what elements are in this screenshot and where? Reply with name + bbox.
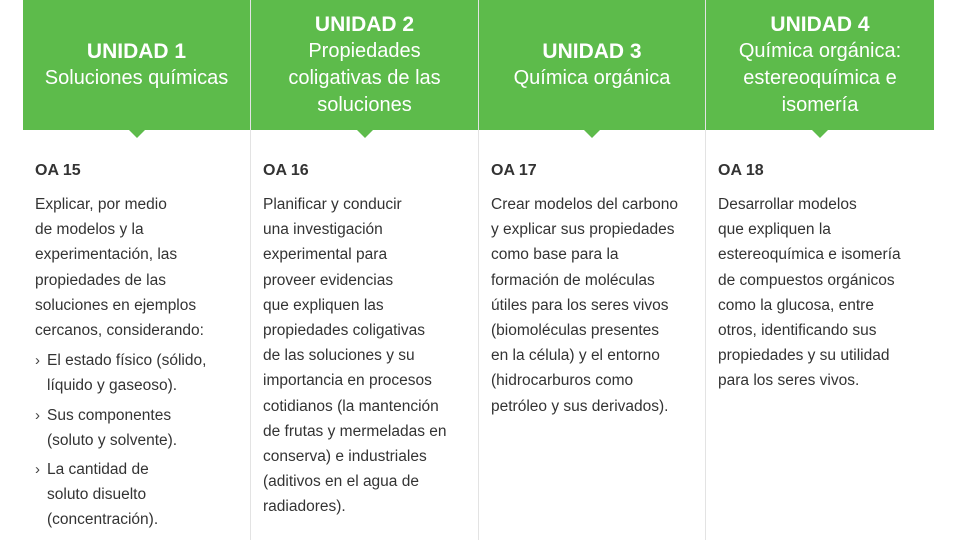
bullet-text: La cantidad de soluto disuelto (concentración). xyxy=(47,461,159,529)
header-pointer-icon xyxy=(129,130,145,138)
unit-body-4 xyxy=(706,130,934,394)
list-item xyxy=(35,348,240,398)
oa-code: OA 16 xyxy=(263,162,309,179)
unit-title: Química orgánica xyxy=(513,67,671,89)
unit-body-3 xyxy=(479,130,705,419)
unit-header-2 xyxy=(251,0,478,130)
units-board xyxy=(23,0,934,540)
oa-code: OA 18 xyxy=(718,162,764,179)
oa-description: Explicar, por medio de modelos y la experimentación, las propiedades de las soluciones en ejemplos cercanos, considerando: xyxy=(35,196,204,340)
bullet-text: El estado físico (sólido, líquido y gaseoso). xyxy=(47,352,207,395)
chevron-right-icon: › xyxy=(35,406,40,424)
chevron-right-icon: › xyxy=(35,461,40,479)
oa-description: Crear modelos del carbono y explicar sus propiedades como base para la formación de moléculas útiles para los seres vivos (biomoléculas presentes en la célula) y el entorno (hidrocarburos como petróleo y sus derivados). xyxy=(491,196,678,415)
unit-number: UNIDAD 1 xyxy=(86,40,187,63)
unit-column-3 xyxy=(478,0,705,540)
unit-column-2 xyxy=(250,0,478,540)
unit-title: Soluciones químicas xyxy=(44,67,229,89)
oa-description: Planificar y conducir una investigación experimental para proveer evidencias que expliquen las propiedades coligativas de las soluciones y su importancia en procesos cotidianos (la mantención de frutas y mermeladas en conserva) e industriales (aditivos en el agua de radiadores). xyxy=(263,196,447,516)
unit-title: Propiedades coligativas de las soluciones xyxy=(288,40,441,116)
list-item xyxy=(35,403,240,453)
header-pointer-icon xyxy=(812,130,828,138)
unit-column-4 xyxy=(705,0,934,540)
oa-code: OA 15 xyxy=(35,162,81,179)
unit-header-3 xyxy=(479,0,705,130)
chevron-right-icon: › xyxy=(35,352,40,370)
unit-header-4 xyxy=(706,0,934,130)
unit-number: UNIDAD 4 xyxy=(770,13,870,36)
oa-code: OA 17 xyxy=(491,162,537,179)
unit-title: Química orgánica: estereoquímica e isomería xyxy=(738,40,902,116)
unit-column-1 xyxy=(23,0,250,540)
list-item xyxy=(35,457,240,533)
unit-header-1 xyxy=(23,0,250,130)
unit-body-1 xyxy=(23,130,250,533)
unit-number: UNIDAD 2 xyxy=(314,13,415,36)
unit-number: UNIDAD 3 xyxy=(542,40,642,63)
header-pointer-icon xyxy=(584,130,600,138)
oa-description: Desarrollar modelos que expliquen la estereoquímica e isomería de compuestos orgánicos como la glucosa, entre otros, identificando sus propiedades y su utilidad para los seres vivos. xyxy=(718,196,901,390)
oa-bullet-list xyxy=(35,348,240,532)
bullet-text: Sus componentes (soluto y solvente). xyxy=(47,406,178,449)
unit-body-2 xyxy=(251,130,478,520)
header-pointer-icon xyxy=(357,130,373,138)
